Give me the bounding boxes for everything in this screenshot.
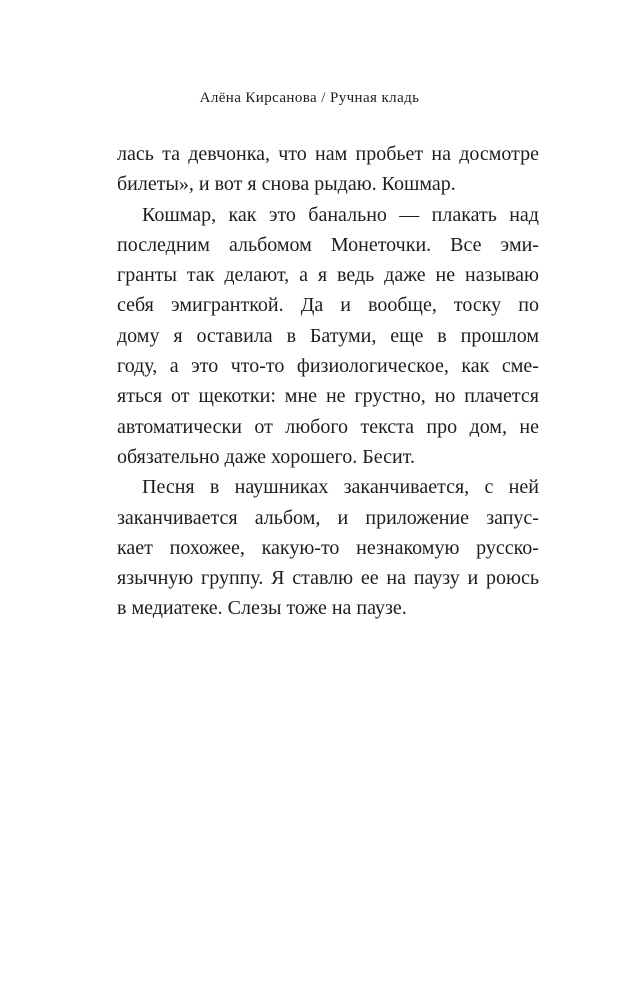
text-line: году, а это что-то физиологическое, как сме- xyxy=(117,355,539,378)
text-line: заканчивается альбом, и приложение запус- xyxy=(117,506,539,529)
text-line: Песня в наушниках заканчивается, с ней xyxy=(142,476,539,499)
running-head: Алёна Кирсанова / Ручная кладь xyxy=(199,90,420,106)
body-text xyxy=(117,139,539,624)
text-line: в медиатеке. Слезы тоже на паузе. xyxy=(117,597,407,620)
text-line: гранты так делают, а я ведь даже не называю xyxy=(117,264,539,287)
text-line: дому я оставила в Батуми, еще в прошлом xyxy=(117,324,539,347)
text-line: себя эмигранткой. Да и вообще, тоску по xyxy=(117,294,539,317)
text-line: лась та девчонка, что нам пробьет на досмотре xyxy=(117,143,539,165)
text-line: кает похожее, какую-то незнакомую русско- xyxy=(117,536,539,559)
text-line: автоматически от любого текста про дом, не xyxy=(117,415,539,438)
text-line: Кошмар, как это банально — плакать над xyxy=(142,203,539,226)
text-line: билеты», и вот я снова рыдаю. Кошмар. xyxy=(117,173,456,196)
text-line: обязательно даже хорошего. Бесит. xyxy=(117,445,415,468)
text-line: последним альбомом Монеточки. Все эми- xyxy=(117,233,539,256)
text-line: язычную группу. Я ставлю ее на паузу и роюсь xyxy=(117,567,539,590)
text-line: яться от щекотки: мне не грустно, но плачется xyxy=(117,385,539,408)
